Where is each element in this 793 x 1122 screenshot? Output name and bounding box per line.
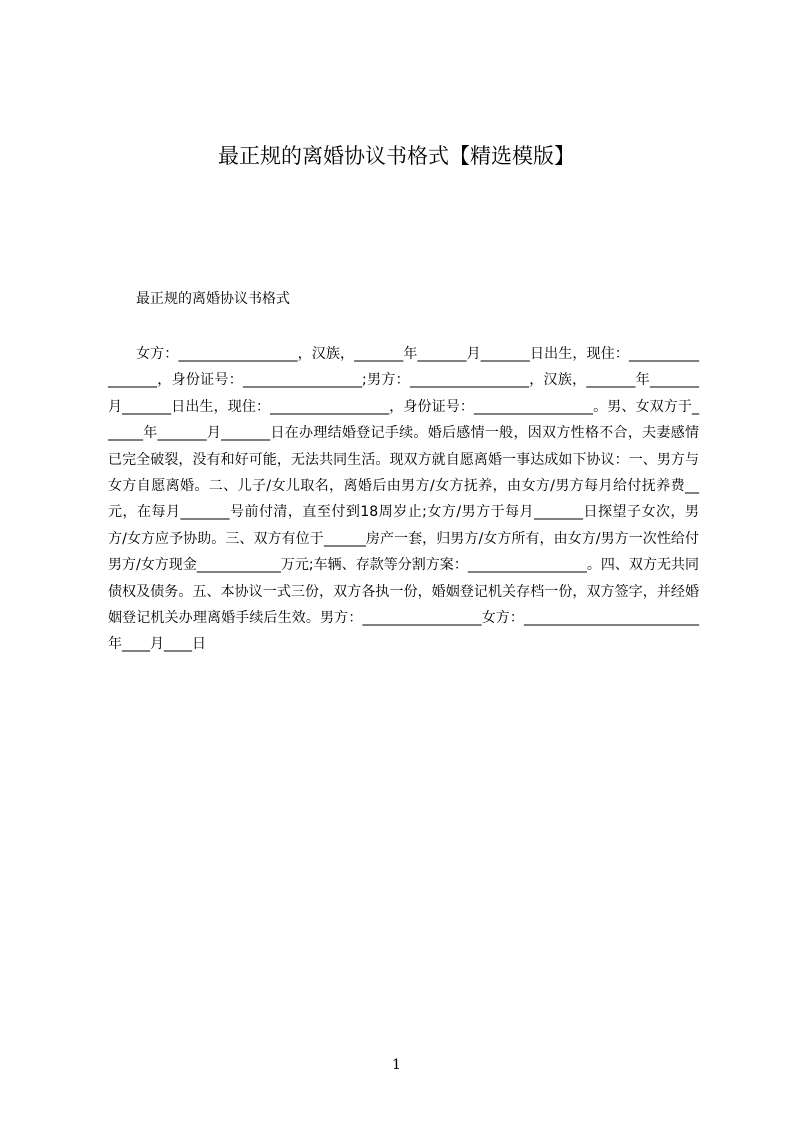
document-subtitle: 最正规的离婚协议书格式 [136, 291, 290, 307]
agreement-paragraph: 女方：_________________，汉族，_______年_______月_______日出生，现住：_________________，身份证号：_________________;男方：_________________，汉族，_______年_______月_______日出生，现住：_________________，身份证号：_________________。男、女双方于______年_______月_______日在办理结婚登记手续。婚后感情一般，因双方性格不合，夫妻感情已完全破裂，没有和好可能，无法共同生活。现双方就自愿离婚一事达成如下协议：一、男方与女方自愿离婚。二、儿子/女儿取名，离婚后由男方/女方抚养，由女方/男方每月给付抚养费__元，在每月_______号前付清，直至付到18周岁止;女方/男方于每月_______日探望子女次，男方/女方应予协助。三、双方有位于______房产一套，归男方/女方所有，由女方/男方一次性给付男方/女方现金____________万元;车辆、存款等分割方案：_________________。四、双方无共同债权及债务。五、本协议一式三份，双方各执一份，婚姻登记机关存档一份，双方签字，并经婚姻登记机关办理离婚手续后生效。男方：_________________女方：_________________________年____月____日 [108, 346, 699, 653]
document-body [108, 341, 699, 658]
page-number: 1 [392, 1057, 401, 1073]
document-title: 最正规的离婚协议书格式【精选模版】 [218, 144, 575, 168]
